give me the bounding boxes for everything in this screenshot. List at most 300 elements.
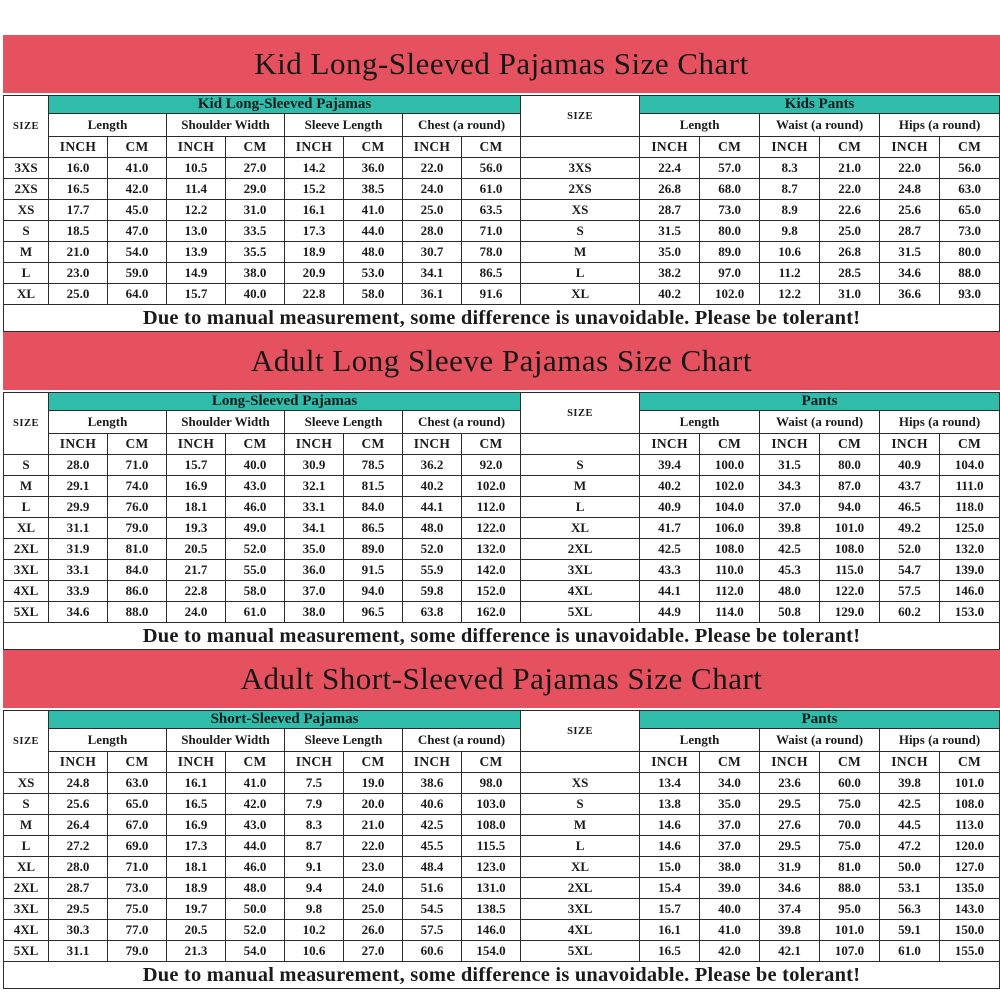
right-size-value: 3XL [521,560,640,581]
measurement-value: 33.9 [49,581,108,602]
table-row [4,794,1000,815]
measurement-value: 40.9 [880,455,940,476]
measurement-value: 24.0 [167,602,226,623]
measurement-value: 84.0 [108,560,167,581]
measurement-value: 51.6 [403,878,462,899]
measurement-value: 24.8 [49,773,108,794]
table-row [4,497,1000,518]
measurement-value: 108.0 [700,539,760,560]
unit-header-inch: INCH [49,434,108,455]
measurement-value: 129.0 [820,602,880,623]
measurement-value: 15.0 [640,857,700,878]
measurement-value: 37.4 [760,899,820,920]
measurement-value: 112.0 [700,581,760,602]
left-size-value: M [4,242,49,263]
unit-header-cm: CM [108,434,167,455]
table-row [4,836,1000,857]
measurement-value: 41.0 [344,200,403,221]
unit-header-inch: INCH [403,752,462,773]
table-row [4,455,1000,476]
table-row [4,476,1000,497]
measurement-value: 36.0 [344,158,403,179]
measure-group-header: Length [640,411,760,434]
measurement-value: 131.0 [462,878,521,899]
measurement-value: 53.1 [880,878,940,899]
measurement-value: 55.9 [403,560,462,581]
measure-group-header: Shoulder Width [167,729,285,752]
measurement-value: 61.0 [462,179,521,200]
measurement-value: 39.8 [760,518,820,539]
measurement-value: 48.0 [226,878,285,899]
measurement-value: 15.7 [640,899,700,920]
measurement-value: 9.1 [285,857,344,878]
table-row [4,920,1000,941]
left-size-value: 3XL [4,560,49,581]
measurement-value: 138.5 [462,899,521,920]
measurement-value: 59.0 [108,263,167,284]
measurement-value: 9.4 [285,878,344,899]
unit-header-inch: INCH [640,752,700,773]
table-row [4,284,1000,305]
measurement-value: 142.0 [462,560,521,581]
section-adult-long-sleeve [3,332,1000,650]
measurement-value: 88.0 [108,602,167,623]
measure-group-header: Length [49,114,167,137]
measurement-value: 39.8 [760,920,820,941]
measurement-value: 27.0 [344,941,403,962]
measurement-value: 88.0 [820,878,880,899]
measurement-value: 21.3 [167,941,226,962]
measurement-value: 50.0 [226,899,285,920]
unit-header-inch: INCH [285,137,344,158]
measurement-value: 17.3 [285,221,344,242]
measurement-value: 70.0 [820,815,880,836]
measurement-value: 122.0 [820,581,880,602]
unit-header-cm: CM [344,752,403,773]
measure-group-header: Sleeve Length [285,411,403,434]
unit-header-inch: INCH [640,137,700,158]
measurement-value: 65.0 [940,200,1000,221]
left-size-value: 4XL [4,920,49,941]
measurement-value: 29.0 [226,179,285,200]
table-row [4,602,1000,623]
measurement-value: 31.0 [226,200,285,221]
measurement-value: 42.1 [760,941,820,962]
measurement-value: 31.1 [49,941,108,962]
measurement-value: 43.0 [226,476,285,497]
measure-group-header: Sleeve Length [285,114,403,137]
measurement-value: 25.6 [49,794,108,815]
measurement-value: 36.6 [880,284,940,305]
measurement-value: 49.2 [880,518,940,539]
measurement-value: 48.4 [403,857,462,878]
measurement-value: 45.5 [403,836,462,857]
measurement-value: 113.0 [940,815,1000,836]
measurement-value: 63.0 [940,179,1000,200]
section-kid-long-sleeved [3,35,1000,332]
disclaimer-text: Due to manual measurement, some difference is unavoidable. Please be tolerant! [4,962,1000,989]
measurement-value: 21.7 [167,560,226,581]
measurement-value: 28.0 [403,221,462,242]
unit-header-inch: INCH [49,752,108,773]
measurement-value: 31.0 [820,284,880,305]
measurement-value: 33.1 [285,497,344,518]
measurement-value: 44.1 [640,581,700,602]
measurement-value: 102.0 [700,284,760,305]
measurement-value: 8.7 [285,836,344,857]
measurement-value: 22.0 [403,158,462,179]
right-size-value: 5XL [521,941,640,962]
measurement-value: 44.1 [403,497,462,518]
right-size-value: XS [521,200,640,221]
measurement-value: 9.8 [285,899,344,920]
measure-group-header: Shoulder Width [167,114,285,137]
unit-header-cm: CM [700,434,760,455]
measure-group-header: Sleeve Length [285,729,403,752]
measurement-value: 11.4 [167,179,226,200]
unit-header-cm: CM [226,137,285,158]
measurement-value: 34.6 [760,878,820,899]
measurement-value: 23.0 [49,263,108,284]
right-size-value: 2XS [521,179,640,200]
measurement-value: 48.0 [403,518,462,539]
measurement-value: 42.5 [880,794,940,815]
measurement-value: 19.7 [167,899,226,920]
measurement-value: 125.0 [940,518,1000,539]
table-row [4,518,1000,539]
measurement-value: 108.0 [462,815,521,836]
unit-header-cm: CM [344,434,403,455]
measurement-value: 101.0 [820,518,880,539]
measurement-value: 54.5 [403,899,462,920]
measurement-value: 13.8 [640,794,700,815]
measurement-value: 60.6 [403,941,462,962]
unit-header-cm: CM [820,434,880,455]
measurement-value: 48.0 [344,242,403,263]
measurement-value: 91.5 [344,560,403,581]
measurement-value: 63.5 [462,200,521,221]
table-row [4,899,1000,920]
left-size-value: L [4,836,49,857]
measurement-value: 40.0 [700,899,760,920]
measurement-value: 25.0 [403,200,462,221]
measurement-value: 37.0 [760,497,820,518]
measurement-value: 16.1 [640,920,700,941]
left-size-header: SIZE [4,96,49,158]
measurement-value: 88.0 [940,263,1000,284]
unit-header-inch: INCH [760,137,820,158]
measurement-value: 13.4 [640,773,700,794]
section-title-banner [3,650,1000,708]
measurement-value: 89.0 [700,242,760,263]
measurement-value: 86.0 [108,581,167,602]
measurement-value: 111.0 [940,476,1000,497]
right-size-value: L [521,497,640,518]
measurement-value: 21.0 [820,158,880,179]
measurement-value: 48.0 [760,581,820,602]
measurement-value: 16.5 [49,179,108,200]
left-size-value: XS [4,773,49,794]
table-row [4,941,1000,962]
measurement-value: 57.5 [403,920,462,941]
right-size-value: 3XL [521,899,640,920]
left-size-value: XS [4,200,49,221]
measurement-value: 24.8 [880,179,940,200]
table-row [4,539,1000,560]
measurement-value: 63.0 [108,773,167,794]
measurement-value: 35.5 [226,242,285,263]
right-size-value: 4XL [521,920,640,941]
measurement-value: 58.0 [344,284,403,305]
measurement-value: 28.7 [640,200,700,221]
measurement-value: 38.2 [640,263,700,284]
measurement-value: 45.0 [108,200,167,221]
left-size-value: S [4,221,49,242]
left-size-value: 2XS [4,179,49,200]
measurement-value: 153.0 [940,602,1000,623]
measurement-value: 29.5 [760,794,820,815]
measurement-value: 18.9 [167,878,226,899]
measurement-value: 64.0 [108,284,167,305]
section-title: Adult Long Sleeve Pajamas Size Chart [251,343,752,378]
right-size-value: L [521,836,640,857]
left-size-header: SIZE [4,711,49,773]
right-size-value: S [521,455,640,476]
section-adult-short-sleeved [3,650,1000,989]
measurement-value: 102.0 [700,476,760,497]
right-size-value: M [521,815,640,836]
measurement-value: 56.0 [462,158,521,179]
section-title-banner [3,332,1000,390]
measurement-value: 115.0 [820,560,880,581]
measurement-value: 81.0 [108,539,167,560]
left-size-value: 3XL [4,899,49,920]
measurement-value: 39.8 [880,773,940,794]
measurement-value: 22.6 [820,200,880,221]
measurement-value: 139.0 [940,560,1000,581]
measurement-value: 42.5 [403,815,462,836]
measurement-value: 41.0 [108,158,167,179]
measurement-value: 56.0 [940,158,1000,179]
unit-header-inch: INCH [880,434,940,455]
unit-header-inch: INCH [403,137,462,158]
measurement-value: 36.1 [403,284,462,305]
measurement-value: 8.3 [760,158,820,179]
measurement-value: 26.0 [344,920,403,941]
measurement-value: 97.0 [700,263,760,284]
measurement-value: 71.0 [108,455,167,476]
measurement-value: 58.0 [226,581,285,602]
measurement-value: 22.0 [344,836,403,857]
measurement-value: 41.0 [700,920,760,941]
measurement-value: 39.4 [640,455,700,476]
measurement-value: 31.9 [760,857,820,878]
measurement-value: 162.0 [462,602,521,623]
unit-header-inch: INCH [49,137,108,158]
measurement-value: 37.0 [700,815,760,836]
measurement-value: 37.0 [700,836,760,857]
measurement-value: 28.0 [49,455,108,476]
measurement-value: 106.0 [700,518,760,539]
measurement-value: 30.7 [403,242,462,263]
right-size-header: SIZE [521,711,640,752]
measurement-value: 89.0 [344,539,403,560]
size-table [3,392,1000,650]
measurement-value: 8.9 [760,200,820,221]
measurement-value: 69.0 [108,836,167,857]
right-size-value: XL [521,518,640,539]
measurement-value: 25.0 [49,284,108,305]
left-size-value: XL [4,857,49,878]
measurement-value: 38.0 [285,602,344,623]
left-size-value: XL [4,284,49,305]
measurement-value: 31.5 [880,242,940,263]
measurement-value: 20.5 [167,539,226,560]
measurement-value: 19.0 [344,773,403,794]
measurement-value: 26.8 [820,242,880,263]
measurement-value: 86.5 [344,518,403,539]
right-table-title: Pants [640,393,1000,411]
measurement-value: 146.0 [940,581,1000,602]
unit-header-cm: CM [462,434,521,455]
disclaimer-text: Due to manual measurement, some difference is unavoidable. Please be tolerant! [4,305,1000,332]
measurement-value: 10.6 [760,242,820,263]
measurement-value: 110.0 [700,560,760,581]
measurement-value: 35.0 [640,242,700,263]
right-size-value: 2XL [521,878,640,899]
measure-group-header: Waist (a round) [760,729,880,752]
unit-header-cm: CM [108,137,167,158]
section-title-banner [3,35,1000,93]
measurement-value: 55.0 [226,560,285,581]
measurement-value: 9.8 [760,221,820,242]
measurement-value: 40.2 [640,284,700,305]
measurement-value: 80.0 [820,455,880,476]
measurement-value: 78.5 [344,455,403,476]
measurement-value: 28.5 [820,263,880,284]
measurement-value: 40.0 [226,455,285,476]
unit-header-cm: CM [940,752,1000,773]
measurement-value: 29.1 [49,476,108,497]
measurement-value: 21.0 [49,242,108,263]
measurement-value: 50.8 [760,602,820,623]
unit-header-cm: CM [226,434,285,455]
right-size-header: SIZE [521,96,640,137]
measurement-value: 36.0 [285,560,344,581]
measurement-value: 16.0 [49,158,108,179]
measurement-value: 21.0 [344,815,403,836]
unit-header-inch: INCH [167,752,226,773]
unit-header-cm: CM [820,137,880,158]
table-row [4,857,1000,878]
measurement-value: 43.0 [226,815,285,836]
measurement-value: 45.3 [760,560,820,581]
measurement-value: 14.9 [167,263,226,284]
measurement-value: 37.0 [285,581,344,602]
measurement-value: 87.0 [820,476,880,497]
measurement-value: 63.8 [403,602,462,623]
measurement-value: 50.0 [880,857,940,878]
measurement-value: 35.0 [700,794,760,815]
right-size-value: M [521,242,640,263]
table-row [4,242,1000,263]
unit-header-inch: INCH [880,137,940,158]
measurement-value: 29.5 [49,899,108,920]
unit-header-cm: CM [700,137,760,158]
unit-header-inch: INCH [640,434,700,455]
measurement-value: 100.0 [700,455,760,476]
measurement-value: 81.5 [344,476,403,497]
measurement-value: 18.9 [285,242,344,263]
left-table-title: Short-Sleeved Pajamas [49,711,521,729]
measurement-value: 14.6 [640,836,700,857]
measurement-value: 42.0 [226,794,285,815]
unit-header-inch: INCH [403,434,462,455]
measurement-value: 98.0 [462,773,521,794]
measurement-value: 92.0 [462,455,521,476]
right-size-spacer [521,137,640,158]
measurement-value: 30.9 [285,455,344,476]
measure-group-header: Length [49,411,167,434]
unit-header-cm: CM [700,752,760,773]
left-size-value: 2XL [4,539,49,560]
measure-group-header: Chest (a round) [403,114,521,137]
measurement-value: 22.8 [167,581,226,602]
right-table-title: Pants [640,711,1000,729]
measurement-value: 7.9 [285,794,344,815]
right-size-value: XL [521,857,640,878]
measurement-value: 12.2 [760,284,820,305]
measurement-value: 103.0 [462,794,521,815]
measurement-value: 27.2 [49,836,108,857]
measurement-value: 38.6 [403,773,462,794]
measure-group-header: Length [640,729,760,752]
left-table-title: Long-Sleeved Pajamas [49,393,521,411]
right-size-value: 4XL [521,581,640,602]
table-row [4,158,1000,179]
measurement-value: 96.5 [344,602,403,623]
unit-header-inch: INCH [285,434,344,455]
measurement-value: 91.6 [462,284,521,305]
measurement-value: 38.0 [226,263,285,284]
right-size-value: 3XS [521,158,640,179]
measurement-value: 34.1 [403,263,462,284]
measurement-value: 68.0 [700,179,760,200]
measure-group-header: Waist (a round) [760,114,880,137]
measurement-value: 34.6 [880,263,940,284]
measurement-value: 27.6 [760,815,820,836]
measurement-value: 46.0 [226,857,285,878]
table-row [4,773,1000,794]
measurement-value: 61.0 [226,602,285,623]
measurement-value: 35.0 [285,539,344,560]
right-size-spacer [521,752,640,773]
measurement-value: 44.5 [880,815,940,836]
measurement-value: 10.5 [167,158,226,179]
section-title: Adult Short-Sleeved Pajamas Size Chart [240,661,763,696]
measurement-value: 15.4 [640,878,700,899]
measurement-value: 123.0 [462,857,521,878]
measure-group-header: Hips (a round) [880,729,1000,752]
measurement-value: 33.1 [49,560,108,581]
measurement-value: 84.0 [344,497,403,518]
measurement-value: 54.0 [226,941,285,962]
measurement-value: 12.2 [167,200,226,221]
table-row [4,221,1000,242]
measurement-value: 25.6 [880,200,940,221]
measurement-value: 61.0 [880,941,940,962]
measurement-value: 28.0 [49,857,108,878]
